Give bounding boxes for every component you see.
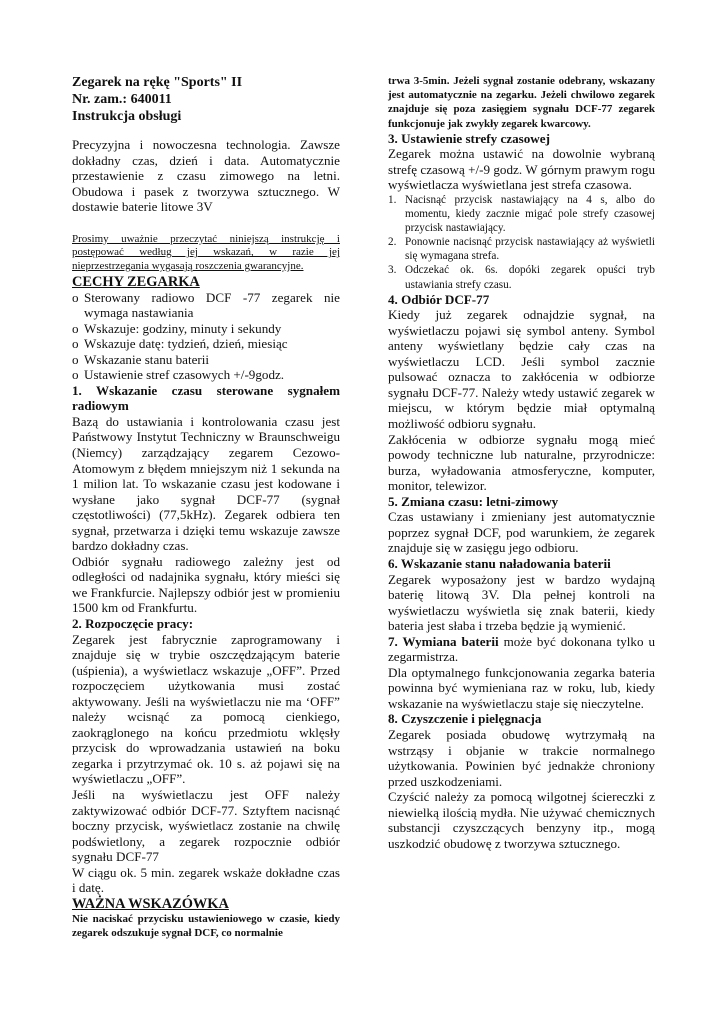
feature-item: o Wskazuje datę: tydzień, dzień, miesiąc xyxy=(72,336,288,352)
feature-item: o Wskazanie stanu baterii xyxy=(72,351,210,367)
warning-heading: WAŻNA WSKAZÓWKA xyxy=(72,895,229,912)
feature-item: o Ustawienie stref czasowych +/-9godz. xyxy=(72,367,285,383)
section-4-paragraph-2: Zakłócenia w odbiorze sygnału mogą mieć powody techniczne lub naturalne, przyrodnicze: burza, wyładowania atmosferyczne, komputer, monitor, telewizor. xyxy=(388,431,655,494)
section-3-steps xyxy=(388,193,655,292)
warning-text: Nie naciskać przycisku ustawieniowego w czasie, kiedy zegarek odszukuje sygnał DCF, co normalnie xyxy=(72,912,340,940)
section-1-paragraph-2: Odbiór sygnału radiowego zależny jest od odległości od nadajnika sygnału, który mieści się we Frankfurcie. Najlepszy odbiór jest w promieniu 1500 km od Frankfurtu. xyxy=(72,553,340,616)
doc-title-line-3: Instrukcja obsługi xyxy=(72,109,182,124)
intro-paragraph: Precyzyjna i nowoczesna technologia. Zawsze dokładny czas, dzień i data. Automatycznie przestawienie z czasu zimowego na letni. Obudowa i pasek z tworzywa sztucznego. W dostawie baterie litowe 3V xyxy=(72,137,340,215)
bullet-icon: o xyxy=(72,351,79,367)
section-4-heading: 4. Odbiór DCF-77 xyxy=(388,291,490,307)
section-2-paragraph-3: W ciągu ok. 5 min. zegarek wskaże dokładne czas i datę. xyxy=(72,864,340,896)
warning-text-continued: trwa 3-5min. Jeżeli sygnał zostanie odebrany, wskazany jest automatycznie na zegarku. Jeżeli chwilowo zegarek znajduje się poza zasięgiem sygnału DCF-77 zegarek funkcjonuje jak zwykły zegarek kwarcowy. xyxy=(388,75,655,130)
notice-line-1: Prosimy uważnie przeczytać niniejszą instrukcję i xyxy=(72,232,340,245)
section-7-paragraph-2: Dla optymalnego funkcjonowania zegarka bateria powinna być wymieniana raz w roku, lub, kiedy wskazanie na wyświetlaczu staje się nieczytelne. xyxy=(388,664,655,711)
section-2-paragraph-2: Jeśli na wyświetlaczu jest OFF należy zaktywizować odbiór DCF-77. Sztyftem nacisnąć boczny przycisk, wyświetlacz zostanie na chwilę podświetlony, a zegarek rozpocznie odbiór sygnału DCF-77 xyxy=(72,787,340,865)
bullet-icon: o xyxy=(72,367,79,383)
section-2-paragraph-1: Zegarek jest fabrycznie zaprogramowany i znajduje się w trybie oszczędzającym baterie (uśpienia), a wyświetlacz wskazuje „OFF”. Przed rozpoczęciem użytkowania musi zostać aktywowany. Jeśli na wyświetlaczu nie ma ‘OFF” należy wcisnąć za pomocą cienkiego, zaokrąglonego na końcu przedmiotu wklęsły przycisk do wprowadzania ustawień na boku zegarka i przytrzymać ok. 10 s. aż pojawi się na wyświetlaczu „OFF”. xyxy=(72,631,340,787)
doc-title-line-2: Nr. zam.: 640011 xyxy=(72,92,172,107)
section-3-heading: 3. Ustawienie strefy czasowej xyxy=(388,130,550,146)
notice-line-2: postępować według jej wskazań, w razie jej xyxy=(72,246,340,259)
notice-line-3: nieprzestrzegania wygasają roszczenia gwarancyjne. xyxy=(72,259,304,272)
section-8-paragraph-1: Zegarek posiada obudowę wytrzymałą na wstrząsy i objanie w trakcie normalnego użytkowania. Powinien być jednakże chroniony przed uszkodzeniami. xyxy=(388,726,655,789)
section-1-paragraph-1: Bazą do ustawiania i kontrolowania czasu jest Państwowy Instytut Techniczny w Braunschweigu (Niemcy) zarządzający zegarem Cezowo-Atomowym z błędem mniejszym niż 1 sekunda na 1 milion lat. To wskazanie czasu jest kodowane i wysłane jako sygnał DCF-77 (sygnał częstotliwości) (77,5kHz). Zegarek odbiera ten sygnał, przetwarza i dzięki temu wskazuje zawsze bardzo dokładny czas. xyxy=(72,413,340,554)
bullet-icon: o xyxy=(72,320,79,336)
feature-item: o Wskazuje: godziny, minuty i sekundy xyxy=(72,320,282,336)
doc-title-line-1: Zegarek na rękę "Sports" II xyxy=(72,75,243,90)
section-1-heading: 1. Wskazanie czasu sterowane sygnałem radiowym xyxy=(72,382,340,414)
section-6-paragraph: Zegarek wyposażony jest w bardzo wydajną baterię litową 3V. Dla pełnej kontroli na wyświetlaczu wyświetla się znak baterii, kiedy bateria jest słaba i trzeba będzie ją wymienić. xyxy=(388,571,655,634)
section-8-heading: 8. Czyszczenie i pielęgnacja xyxy=(388,711,542,727)
right-column xyxy=(388,74,655,851)
section-5-paragraph: Czas ustawiany i zmieniany jest automatycznie poprzez sygnał DCF, pod warunkiem, że zegarek znajduje się w zasięgu jego odbioru. xyxy=(388,509,655,556)
section-6-heading: 6. Wskazanie stanu naładowania baterii xyxy=(388,555,611,571)
features-heading: CECHY ZEGARKA xyxy=(72,273,200,290)
bullet-icon: o xyxy=(72,289,79,305)
list-item: 3. Odczekać ok. 6s. dopóki zegarek opuści tryb ustawiania strefy czasu. xyxy=(388,264,655,291)
list-item: 1. Nacisnąć przycisk nastawiający na 4 s, albo do momentu, kiedy zacznie migać pole strefy czasowej przycisk nastawiający. xyxy=(388,194,655,235)
section-5-heading: 5. Zmiana czasu: letni-zimowy xyxy=(388,493,559,509)
feature-item: o Sterowany radiowo DCF -77 zegarek nie wymaga nastawiania xyxy=(72,289,340,321)
bullet-icon: o xyxy=(72,336,79,352)
section-8-paragraph-2: Czyścić należy za pomocą wilgotnej ściereczki z niewielką ilością mydła. Nie używać chemicznych substancji czyszczących benzyny itp., mogą uszkodzić obudowę z tworzywa sztucznego. xyxy=(388,789,655,851)
section-3-paragraph: Zegarek można ustawić na dowolnie wybraną strefę czasową +/-9 godz. W górnym prawym rogu wyświetlacza wyświetlana jest strefa czasowa. xyxy=(388,146,655,193)
section-4-paragraph-1: Kiedy już zegarek odnajdzie sygnał, na wyświetlaczu pojawi się symbol anteny. Symbol anteny wyświetlany będzie cały czas na wyświetlaczu LCD. Jeśli symbol zacznie pulsować oznacza to zakłócenia w odbiorze sygnału DCF-77. Należy wtedy ustawić zegarek w miejscu, w którym będzie miał optymalną możliwość odbioru sygnału. xyxy=(388,307,655,432)
section-7-paragraph-1: 7. Wymiana baterii może być dokonana tylko u zegarmistrza. xyxy=(388,633,655,665)
section-7-heading: 7. Wymiana baterii xyxy=(388,633,499,649)
section-2-heading: 2. Rozpoczęcie pracy: xyxy=(72,616,194,631)
left-column xyxy=(72,74,340,940)
list-item: 2. Ponownie nacisnąć przycisk nastawiający aż wyświetli się wymagana strefa. xyxy=(388,236,655,263)
